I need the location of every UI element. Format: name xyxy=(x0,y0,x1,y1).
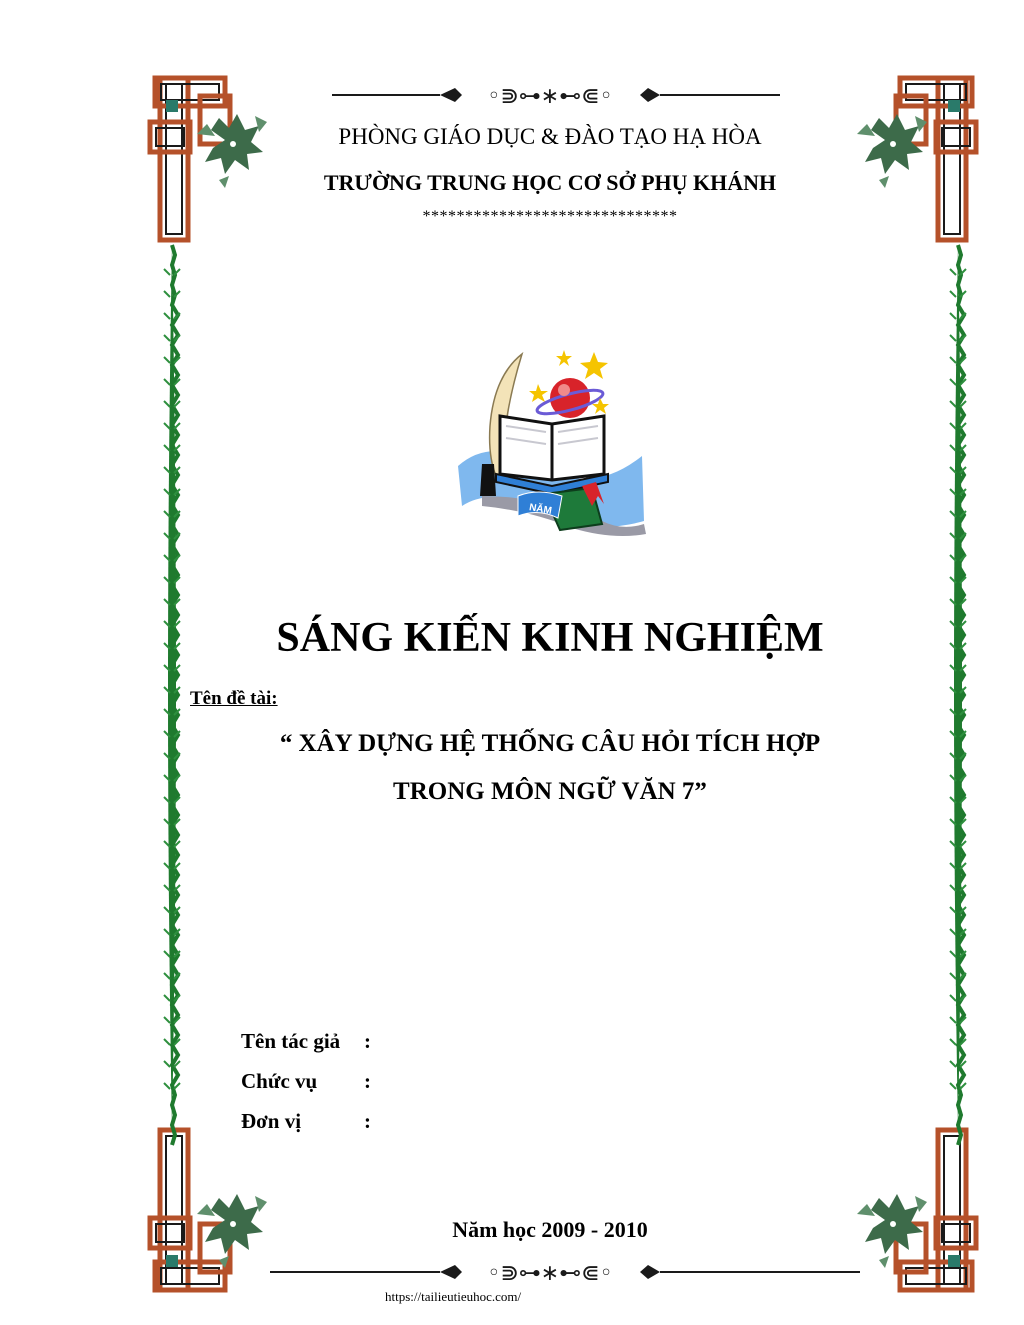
school-heading: TRƯỜNG TRUNG HỌC CƠ SỞ PHỤ KHÁNH xyxy=(323,170,777,195)
position-row xyxy=(241,1069,371,1094)
star-icon xyxy=(580,352,608,379)
school-year: Năm học 2009 - 2010 xyxy=(452,1217,648,1242)
svg-text:◦⋑⊶∗⊷⋐◦: ◦⋑⊶∗⊷⋐◦ xyxy=(487,1261,613,1286)
unit-label: Đơn vị xyxy=(241,1109,302,1133)
book-logo-image xyxy=(452,346,648,536)
left-vine-border xyxy=(164,245,180,1145)
department-heading: PHÒNG GIÁO DỤC & ĐÀO TẠO HẠ HÒA xyxy=(338,124,762,149)
right-vine-border xyxy=(950,245,966,1145)
document-title: SÁNG KIẾN KINH NGHIỆM xyxy=(276,615,824,661)
bottom-flourish xyxy=(270,1261,860,1286)
star-separator: ****************************** xyxy=(422,208,678,225)
author-colon: : xyxy=(364,1029,371,1053)
topic-line-1: “ XÂY DỰNG HỆ THỐNG CÂU HỎI TÍCH HỢP xyxy=(279,730,821,757)
ink-bottle xyxy=(480,464,496,496)
source-url[interactable]: https://tailieutieuhoc.com/ xyxy=(385,1289,522,1304)
logo-banner-text: NĂM xyxy=(528,502,553,517)
topic-line-2: TRONG MÔN NGỮ VĂN 7” xyxy=(393,778,707,805)
author-row xyxy=(241,1029,371,1054)
unit-row xyxy=(241,1109,371,1134)
topic-label: Tên đề tài: xyxy=(190,688,278,709)
unit-colon: : xyxy=(364,1109,371,1133)
corner-bottom-left xyxy=(150,1130,267,1290)
position-colon: : xyxy=(364,1069,371,1093)
position-label: Chức vụ xyxy=(241,1069,318,1093)
svg-text:◦⋑⊶∗⊷⋐◦: ◦⋑⊶∗⊷⋐◦ xyxy=(487,84,613,109)
top-flourish xyxy=(332,84,780,109)
corner-bottom-right xyxy=(857,1130,976,1290)
author-label: Tên tác giả xyxy=(241,1029,341,1053)
